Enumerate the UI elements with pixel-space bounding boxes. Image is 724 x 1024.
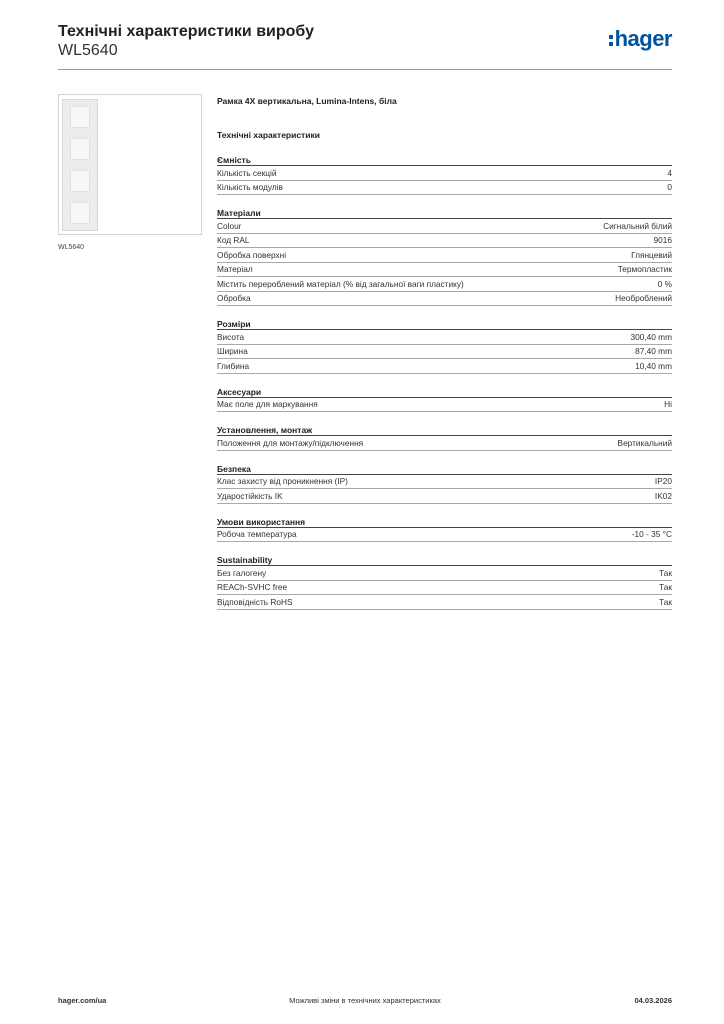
spec-value: 0 % [657,278,672,289]
spec-row [217,330,672,345]
spec-section [217,387,672,413]
spec-value: 87,40 mm [635,346,672,357]
spec-label: Ширина [217,346,248,357]
spec-label: Клас захисту від проникнення (IP) [217,476,348,487]
spec-label: Кількість модулів [217,182,283,193]
spec-row [217,345,672,360]
section-title: Sustainability [217,555,672,566]
section-title: Ємність [217,155,672,166]
spec-section [217,464,672,504]
hager-logo [609,28,672,50]
spec-value: 4 [667,167,672,178]
spec-row [217,248,672,263]
spec-label: Матеріал [217,264,253,275]
spec-label: Містить перероблений матеріал (% від загальної ваги пластику) [217,278,464,289]
tech-specs-heading: Технічні характеристики [217,130,320,140]
spec-label: Обробка поверхні [217,249,287,260]
spec-value: 300,40 mm [630,331,672,342]
spec-value: Сигнальний білий [603,220,672,231]
spec-row [217,181,672,196]
spec-row [217,359,672,374]
spec-row [217,219,672,234]
spec-value: Вертикальний [617,437,672,448]
spec-label: Глибина [217,360,250,371]
spec-label: Відповідність RoHS [217,596,293,607]
product-name: Рамка 4X вертикальна, Lumina-Intens, біла [217,96,397,106]
footer-date: 04.03.2026 [634,996,672,1005]
spec-row [217,489,672,504]
spec-label: Положення для монтажу/підключення [217,437,364,448]
spec-label: Colour [217,220,242,231]
spec-label: Ударостійкість IK [217,490,283,501]
spec-row [217,263,672,278]
footer-website-link[interactable]: hager.com/ua [58,996,107,1005]
spec-row [217,277,672,292]
section-title: Установлення, монтаж [217,425,672,436]
spec-sections [217,155,672,610]
spec-label: Обробка [217,293,251,304]
spec-value: Необроблений [615,293,672,304]
spec-row [217,436,672,451]
spec-row [217,398,672,413]
spec-row [217,595,672,610]
spec-label: Висота [217,331,245,342]
spec-value: Термопластик [617,264,672,275]
spec-row [217,292,672,307]
footer-notice: Можливі зміни в технічних характеристиках [289,996,441,1005]
spec-label: Код RAL [217,235,250,246]
spec-section [217,155,672,195]
spec-value: IK02 [654,490,672,501]
spec-value: -10 - 35 °C [631,529,672,540]
section-title: Розміри [217,319,672,330]
frame-4x-vertical-icon [62,99,98,231]
spec-section [217,208,672,306]
product-code-heading: WL5640 [58,42,118,59]
spec-section [217,555,672,610]
page-footer [58,996,672,1008]
section-title: Аксесуари [217,387,672,398]
logo-dots-icon [609,35,613,46]
product-image-caption: WL5640 [58,244,85,251]
spec-value: Так [659,596,672,607]
spec-content [217,96,672,610]
spec-value: 9016 [653,235,672,246]
spec-row [217,581,672,596]
spec-row [217,566,672,581]
spec-label: Робоча температура [217,529,297,540]
section-title: Матеріали [217,208,672,219]
spec-value: IP20 [654,476,672,487]
spec-value: 0 [667,182,672,193]
logo-text: hager [614,26,672,51]
spec-row [217,528,672,543]
spec-label: Кількість секцій [217,167,277,178]
product-image-box [58,94,202,235]
spec-label: Без галогену [217,567,267,578]
section-title: Умови використання [217,517,672,528]
spec-label: REACh-SVHC free [217,582,288,593]
spec-value: 10,40 mm [635,360,672,371]
spec-label: Має поле для маркування [217,399,318,410]
spec-value: Ні [664,399,672,410]
spec-value: Так [659,567,672,578]
spec-section [217,425,672,451]
spec-row [217,166,672,181]
spec-row [217,234,672,249]
section-title: Безпека [217,464,672,475]
spec-row [217,475,672,490]
spec-value: Так [659,582,672,593]
page-header [58,22,672,70]
spec-section [217,319,672,374]
page-title: Технічні характеристики виробу [58,23,314,40]
spec-value: Глянцевий [631,249,672,260]
spec-section [217,517,672,543]
